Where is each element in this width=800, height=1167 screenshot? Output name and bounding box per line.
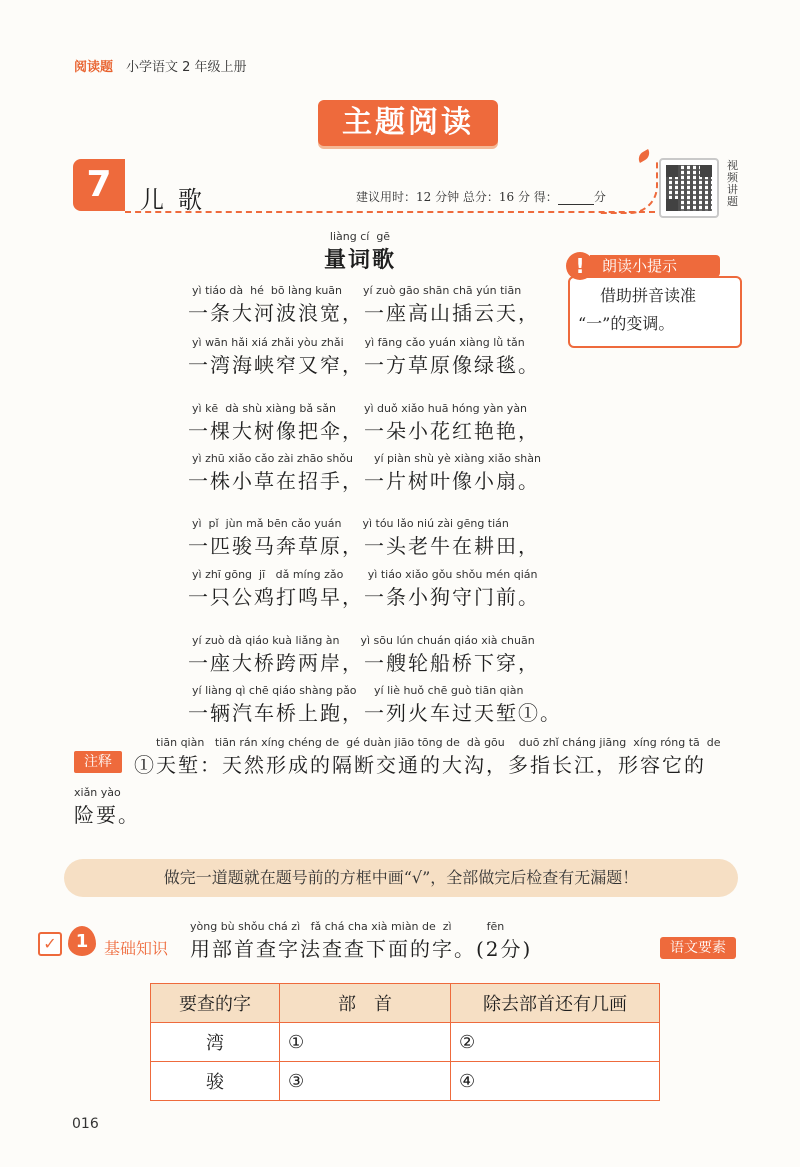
- qr-code[interactable]: [659, 158, 719, 218]
- meta-unit: 分: [593, 190, 606, 204]
- note-text: ①天堑：天然形成的隔断交通的大沟，多指长江，形容它的: [134, 753, 706, 777]
- header-tag: 阅读题: [74, 60, 114, 75]
- note-tag: 注释: [74, 751, 122, 773]
- tip-label: 朗读小提示: [590, 255, 720, 277]
- score-blank[interactable]: [558, 192, 594, 205]
- page-number: 016: [72, 1116, 99, 1132]
- note-line: [134, 736, 721, 778]
- lesson-title: 儿歌: [140, 186, 216, 214]
- answer-cell[interactable]: ③: [280, 1062, 451, 1101]
- poem-title-pinyin: liàng cí gē: [329, 230, 391, 243]
- poem-line-pinyin: yì zhū xiǎo cǎo zài zhāo shǒu yí piàn shù yè xiàng xiǎo shàn: [192, 452, 541, 465]
- poem-line-text: 一条大河波浪宽，一座高山插云天，: [188, 301, 540, 325]
- table-header: 要查的字: [151, 984, 280, 1023]
- answer-cell[interactable]: ①: [280, 1023, 451, 1062]
- question-text-block: [190, 920, 532, 962]
- poem-line-pinyin: yí liàng qì chē qiáo shàng pǎo yí liè huǒ chē guò tiān qiàn: [192, 684, 524, 697]
- tip-line: “一”的变调。: [578, 314, 675, 333]
- poem-line-text: 一棵大树像把伞，一朵小花红艳艳，: [188, 419, 540, 443]
- tip-line: 借助拼音读准: [600, 286, 697, 305]
- poem-line: [188, 284, 540, 326]
- qr-label: 视频讲题: [727, 159, 738, 208]
- poem-line: [188, 684, 562, 726]
- poem-line-pinyin: yí zuò dà qiáo kuà liǎng àn yì sōu lún chuán qiáo xià chuān: [192, 634, 535, 647]
- meta-text: 建议用时：12 分钟 总分：16 分 得：: [356, 190, 558, 204]
- poem-line-text: 一匹骏马奔草原，一头老牛在耕田，: [188, 534, 540, 558]
- answer-cell[interactable]: ②: [451, 1023, 660, 1062]
- poem-line-pinyin: yì zhī gōng jī dǎ míng zǎo yì tiáo xiǎo gǒu shǒu mén qián: [192, 568, 538, 581]
- table-header: 除去部首还有几画: [451, 984, 660, 1023]
- poem-line-pinyin: yì kē dà shù xiàng bǎ sǎn yì duǒ xiǎo huā hóng yàn yàn: [192, 402, 528, 415]
- table-row: [151, 1062, 660, 1101]
- note-line: [74, 786, 140, 828]
- note-text: 险要。: [74, 803, 140, 827]
- poem-title: 量词歌: [323, 247, 396, 273]
- poem-line-pinyin: yì wān hǎi xiá zhǎi yòu zhǎi yì fāng cǎo yuán xiàng lǜ tǎn: [192, 336, 525, 349]
- lesson-number: 7: [73, 159, 125, 211]
- lesson-meta: [356, 188, 606, 205]
- poem-line-text: 一湾海峡窄又窄，一方草原像绿毯。: [188, 353, 540, 377]
- exclamation-icon: !: [566, 252, 594, 280]
- banner-divider-curve: [600, 160, 658, 214]
- table-row: [151, 1023, 660, 1062]
- poem-title-block: [300, 230, 420, 274]
- instruction-bar: 做完一道题就在题号前的方框中画“√”，全部做完后检查有无漏题！: [64, 859, 738, 897]
- qr-code-pattern: [666, 165, 712, 211]
- tip-box: [568, 276, 742, 348]
- poem-line: [188, 568, 540, 610]
- poem-line: [188, 517, 540, 559]
- question-text: 用部首查字法查查下面的字。(2分): [190, 937, 533, 961]
- note-pinyin: xiǎn yào: [74, 786, 121, 799]
- note-pinyin: tiān qiàn tiān rán xíng chéng de gé duàn jiāo tōng de dà gōu duō zhǐ cháng jiāng xíng róng tā de: [156, 736, 721, 749]
- poem-line-pinyin: yì tiáo dà hé bō làng kuān yí zuò gāo shān chā yún tiān: [192, 284, 522, 297]
- table-cell-char: 骏: [151, 1062, 280, 1101]
- poem-line: [188, 336, 540, 378]
- poem-line-pinyin: yì pǐ jùn mǎ bēn cǎo yuán yì tóu lǎo niú zài gēng tián: [192, 517, 509, 530]
- table-cell-char: 湾: [151, 1023, 280, 1062]
- section-title: 主题阅读: [318, 100, 498, 146]
- poem-line-text: 一座大桥跨两岸，一艘轮船桥下穿，: [188, 651, 540, 675]
- question-tag: 语文要素: [660, 937, 736, 959]
- poem-line-text: 一辆汽车桥上跑，一列火车过天堑①。: [188, 701, 562, 725]
- question-number: 1: [68, 926, 96, 956]
- question-checkbox[interactable]: ✓: [38, 932, 62, 956]
- answer-cell[interactable]: ④: [451, 1062, 660, 1101]
- poem-line: [188, 402, 540, 444]
- question-pinyin: yòng bù shǒu chá zì fǎ chá cha xià miàn de zì fēn: [190, 920, 505, 933]
- header-book-title: 小学语文 2 年级上册: [126, 60, 247, 75]
- poem-line-text: 一株小草在招手，一片树叶像小扇。: [188, 469, 540, 493]
- poem-line: [188, 634, 540, 676]
- poem-line: [188, 452, 541, 494]
- question-category: 基础知识: [104, 939, 169, 958]
- poem-line-text: 一只公鸡打鸣早，一条小狗守门前。: [188, 585, 540, 609]
- table-header-row: [151, 984, 660, 1023]
- table-header: 部 首: [280, 984, 451, 1023]
- answer-table: [150, 983, 660, 1101]
